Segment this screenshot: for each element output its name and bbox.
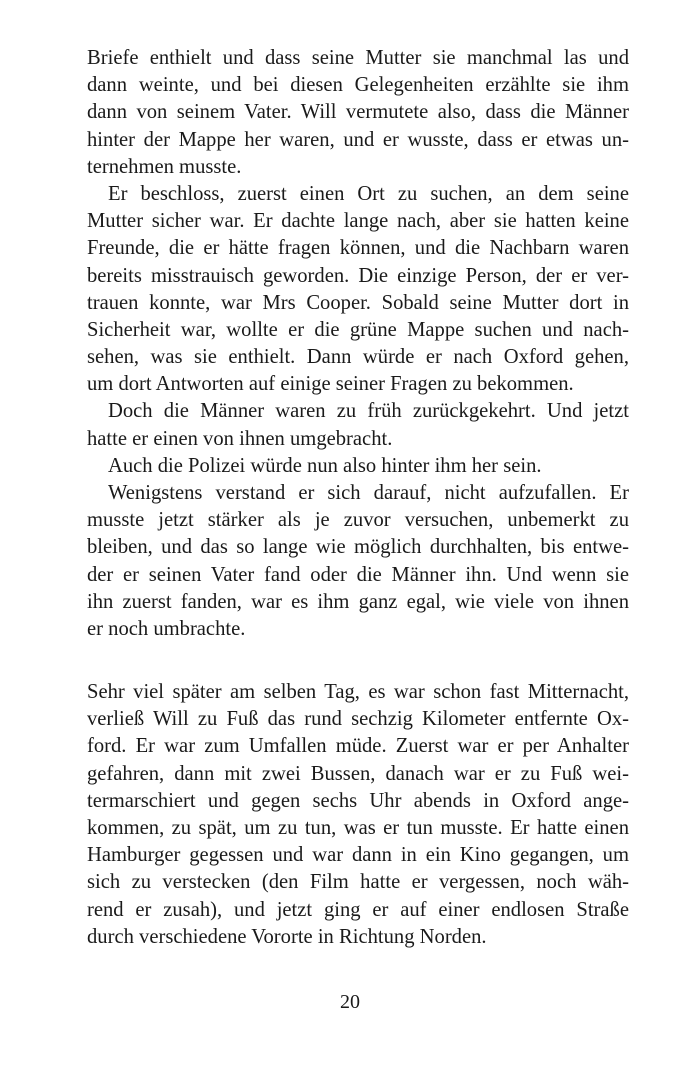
text-line: kommen, zu spät, um zu tun, was er tun musste. Er hatte einen [87, 816, 629, 839]
text-line: ford. Er war zum Umfallen müde. Zuerst war er per Anhalter [87, 735, 629, 758]
text-line: dann weinte, und bei diesen Gelegenheiten erzählte sie ihm [87, 74, 629, 97]
paragraph-start-line: Auch die Polizei würde nun also hinter ihm her sein. [108, 454, 542, 477]
text-line: Briefe enthielt und dass seine Mutter sie manchmal las und [87, 47, 629, 69]
text-line: rend er zusah), und jetzt ging er auf einer endlosen Straße [87, 898, 629, 921]
text-line: Sicherheit war, wollte er die grüne Mappe suchen und nach- [87, 318, 629, 341]
text-line: er noch umbrachte. [87, 617, 246, 640]
text-line: um dort Antworten auf einige seiner Fragen zu bekommen. [87, 373, 574, 396]
text-line: Hamburger gegessen und war dann in ein Kino gegangen, um [87, 844, 629, 867]
text-line: Freunde, die er hätte fragen können, und die Nachbarn waren [87, 237, 629, 260]
paragraph-start-line: Er beschloss, zuerst einen Ort zu suchen, an dem seine [108, 182, 629, 205]
page-number: 20 [340, 991, 360, 1013]
text-line: bleiben, und das so lange wie möglich durchhalten, bis entwe- [87, 536, 629, 559]
text-line: musste jetzt stärker als je zuvor versuchen, unbemerkt zu [87, 509, 629, 532]
text-line: der er seinen Vater fand oder die Männer ihn. Und wenn sie [87, 563, 629, 586]
text-line: gefahren, dann mit zwei Bussen, danach war er zu Fuß wei- [87, 762, 629, 785]
text-line: dann von seinem Vater. Will vermutete also, dass die Männer [87, 101, 629, 124]
text-line: termarschiert und gegen sechs Uhr abends in Oxford ange- [87, 789, 629, 812]
text-line: bereits misstrauisch geworden. Die einzige Person, der er ver- [87, 264, 629, 287]
text-line: Mutter sicher war. Er dachte lange nach, aber sie hatten keine [87, 210, 629, 233]
text-line: verließ Will zu Fuß das rund sechzig Kilometer entfernte Ox- [87, 708, 629, 731]
text-line: sehen, was sie enthielt. Dann würde er nach Oxford gehen, [87, 346, 629, 369]
text-line: sich zu verstecken (den Film hatte er vergessen, noch wäh- [87, 871, 629, 894]
text-line: hinter der Mappe her waren, und er wusste, dass er etwas un- [87, 128, 629, 151]
section-two [87, 679, 629, 951]
text-line: ternehmen musste. [87, 155, 242, 178]
text-line: durch verschiedene Vororte in Richtung Norden. [87, 925, 487, 948]
section-one [87, 45, 629, 643]
paragraph-start-line: Wenigstens verstand er sich darauf, nicht aufzufallen. Er [108, 482, 629, 504]
text-line: hatte er einen von ihnen umgebracht. [87, 427, 393, 450]
paragraph-start-line: Doch die Männer waren zu früh zurückgekehrt. Und jetzt [108, 400, 629, 423]
text-line: ihn zuerst fanden, war es ihm ganz egal, wie viele von ihnen [87, 590, 629, 613]
text-line: trauen konnte, war Mrs Cooper. Sobald seine Mutter dort in [87, 291, 629, 314]
paragraph-start-line: Sehr viel später am selben Tag, es war schon fast Mitternacht, [87, 681, 629, 703]
